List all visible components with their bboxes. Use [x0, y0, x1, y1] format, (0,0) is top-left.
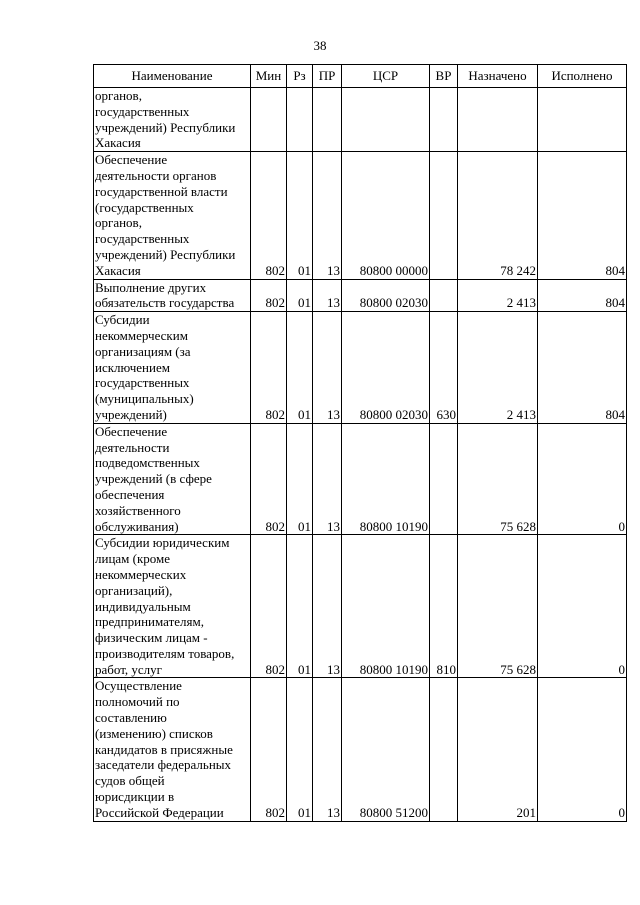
- cell-csr: 80800 51200: [342, 678, 430, 821]
- cell-pr: 13: [313, 535, 342, 678]
- cell-pr: 13: [313, 678, 342, 821]
- cell-rz: 01: [287, 535, 313, 678]
- cell-rz: [287, 88, 313, 152]
- cell-vr: [430, 88, 458, 152]
- cell-executed: 804: [538, 152, 627, 279]
- cell-vr: 810: [430, 535, 458, 678]
- cell-assigned: 2 413: [458, 312, 538, 424]
- cell-name: Обеспечение деятельности подведомственных учреждений (в сфере обеспечения хозяйственного обслуживания): [94, 423, 251, 535]
- header-pr: ПР: [313, 65, 342, 88]
- cell-name: Субсидии некоммерческим организациям (за исключением государственных (муниципальных) учреждений): [94, 312, 251, 424]
- cell-executed: 0: [538, 423, 627, 535]
- cell-rz: 01: [287, 279, 313, 312]
- cell-executed: 0: [538, 678, 627, 821]
- table-row: [94, 423, 627, 535]
- table-row: [94, 279, 627, 312]
- cell-rz: 01: [287, 678, 313, 821]
- cell-csr: 80800 02030: [342, 312, 430, 424]
- cell-pr: 13: [313, 152, 342, 279]
- cell-name: Выполнение других обязательств государства: [94, 279, 251, 312]
- cell-pr: 13: [313, 279, 342, 312]
- cell-assigned: 75 628: [458, 535, 538, 678]
- cell-pr: 13: [313, 423, 342, 535]
- cell-rz: 01: [287, 312, 313, 424]
- table-row: [94, 312, 627, 424]
- cell-pr: [313, 88, 342, 152]
- cell-min: 802: [251, 152, 287, 279]
- cell-min: 802: [251, 423, 287, 535]
- cell-executed: 804: [538, 279, 627, 312]
- cell-min: 802: [251, 279, 287, 312]
- cell-name: органов, государственных учреждений) Республики Хакасия: [94, 88, 251, 152]
- cell-min: [251, 88, 287, 152]
- table-row: [94, 678, 627, 821]
- cell-assigned: 78 242: [458, 152, 538, 279]
- cell-min: 802: [251, 312, 287, 424]
- table-row: [94, 88, 627, 152]
- header-assigned: Назначено: [458, 65, 538, 88]
- cell-assigned: 2 413: [458, 279, 538, 312]
- cell-csr: 80800 00000: [342, 152, 430, 279]
- cell-assigned: 201: [458, 678, 538, 821]
- page-number: 38: [313, 38, 327, 53]
- cell-executed: 0: [538, 535, 627, 678]
- header-row: [94, 65, 627, 88]
- cell-csr: 80800 02030: [342, 279, 430, 312]
- table-body: [94, 88, 627, 822]
- header-executed: Исполнено: [538, 65, 627, 88]
- header-name: Наименование: [94, 65, 251, 88]
- table-row: [94, 152, 627, 279]
- cell-csr: 80800 10190: [342, 423, 430, 535]
- cell-vr: [430, 152, 458, 279]
- cell-executed: 804: [538, 312, 627, 424]
- cell-assigned: [458, 88, 538, 152]
- cell-min: 802: [251, 678, 287, 821]
- cell-pr: 13: [313, 312, 342, 424]
- header-min: Мин: [251, 65, 287, 88]
- header-vr: ВР: [430, 65, 458, 88]
- header-rz: Рз: [287, 65, 313, 88]
- cell-rz: 01: [287, 152, 313, 279]
- cell-assigned: 75 628: [458, 423, 538, 535]
- cell-vr: [430, 279, 458, 312]
- cell-vr: [430, 423, 458, 535]
- cell-vr: 630: [430, 312, 458, 424]
- cell-executed: [538, 88, 627, 152]
- cell-name: Обеспечение деятельности органов государственной власти (государственных органов, государственных учреждений) Республики Хакасия: [94, 152, 251, 279]
- budget-table: [93, 64, 627, 822]
- cell-name: Осуществление полномочий по составлению (изменению) списков кандидатов в присяжные заседатели федеральных судов общей юрисдикции в Российской Федерации: [94, 678, 251, 821]
- cell-name: Субсидии юридическим лицам (кроме некоммерческих организаций), индивидуальным предпринимателям, физическим лицам - производителям товаров, работ, услуг: [94, 535, 251, 678]
- header-csr: ЦСР: [342, 65, 430, 88]
- cell-rz: 01: [287, 423, 313, 535]
- cell-vr: [430, 678, 458, 821]
- cell-csr: [342, 88, 430, 152]
- cell-min: 802: [251, 535, 287, 678]
- cell-csr: 80800 10190: [342, 535, 430, 678]
- table-row: [94, 535, 627, 678]
